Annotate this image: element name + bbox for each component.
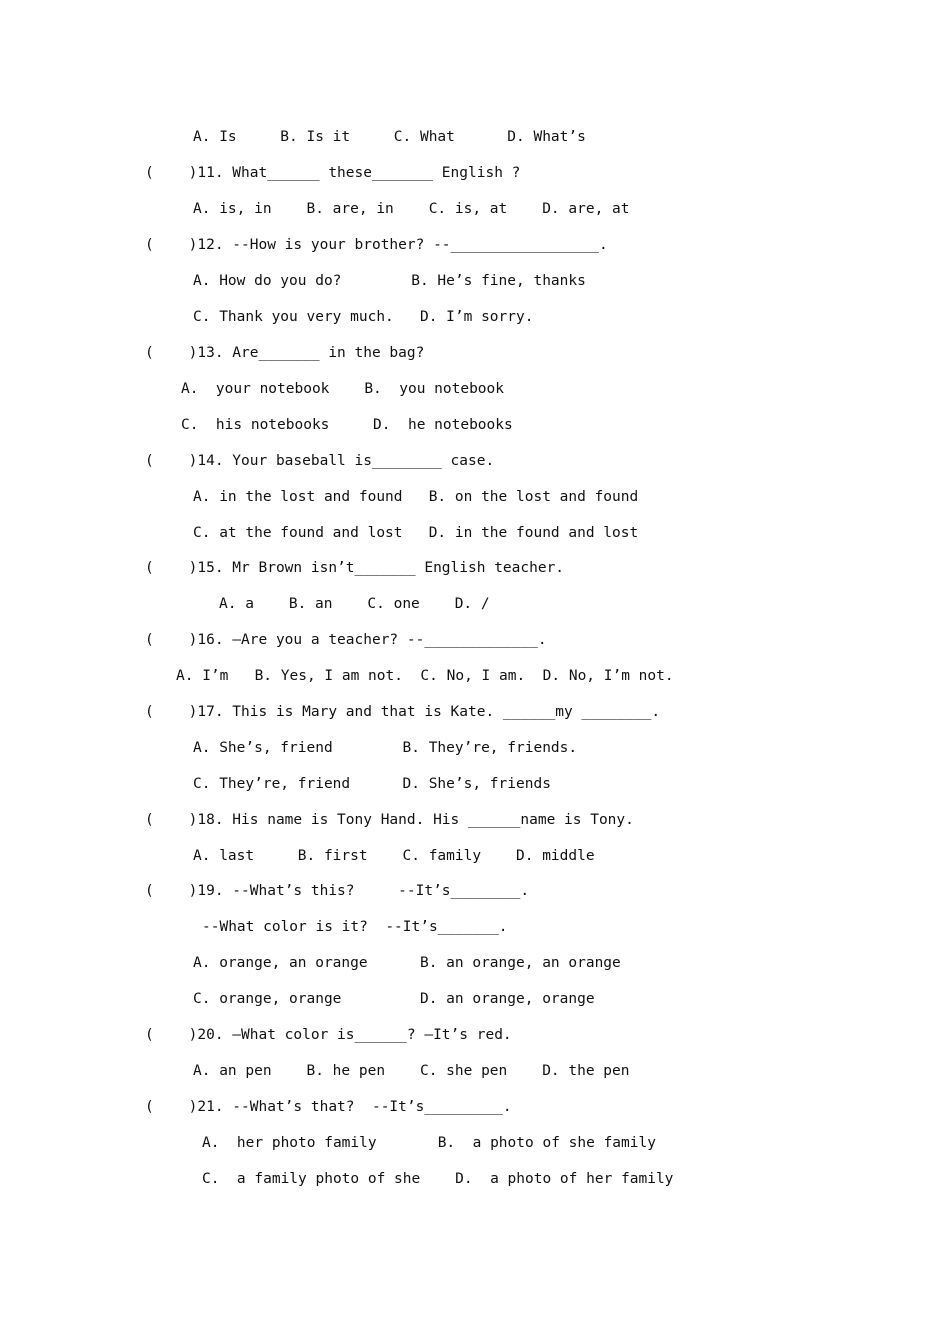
q14-options-ab: A. in the lost and found B. on the lost and found — [193, 489, 639, 505]
q17-options-cd: C. They’re, friend D. She’s, friends — [193, 776, 551, 792]
q19-options-cd: C. orange, orange D. an orange, orange — [193, 991, 595, 1007]
question-19-part-2: --What color is it? --It’s_______. — [202, 919, 508, 935]
q21-options-cd: C. a family photo of she D. a photo of her family — [202, 1171, 674, 1187]
question-19: ( )19. --What’s this? --It’s________. — [145, 883, 530, 899]
question-21: ( )21. --What’s that? --It’s_________. — [145, 1099, 512, 1115]
q12-options-ab: A. How do you do? B. He’s fine, thanks — [193, 273, 586, 289]
q14-options-cd: C. at the found and lost D. in the found and lost — [193, 525, 639, 541]
question-15: ( )15. Mr Brown isn’t_______ English teacher. — [145, 560, 565, 576]
question-16: ( )16. –Are you a teacher? --_____________. — [145, 632, 547, 648]
q11-options: A. is, in B. are, in C. is, at D. are, at — [193, 201, 630, 217]
question-11: ( )11. What______ these_______ English ? — [145, 165, 521, 181]
q16-options: A. I’m B. Yes, I am not. C. No, I am. D. No, I’m not. — [176, 668, 674, 684]
q13-options-cd: C. his notebooks D. he notebooks — [181, 417, 513, 433]
q19-options-ab: A. orange, an orange B. an orange, an orange — [193, 955, 621, 971]
q20-options: A. an pen B. he pen C. she pen D. the pen — [193, 1063, 630, 1079]
q18-options: A. last B. first C. family D. middle — [193, 848, 595, 864]
question-14: ( )14. Your baseball is________ case. — [145, 453, 495, 469]
question-20: ( )20. –What color is______? –It’s red. — [145, 1027, 512, 1043]
question-18: ( )18. His name is Tony Hand. His ______name is Tony. — [145, 812, 634, 828]
q13-options-ab: A. your notebook B. you notebook — [181, 381, 505, 397]
question-12: ( )12. --How is your brother? --_________________. — [145, 237, 608, 253]
q10-options: A. Is B. Is it C. What D. What’s — [193, 129, 586, 145]
question-17: ( )17. This is Mary and that is Kate. ______my ________. — [145, 704, 661, 720]
q17-options-ab: A. She’s, friend B. They’re, friends. — [193, 740, 578, 756]
question-13: ( )13. Are_______ in the bag? — [145, 345, 425, 361]
q12-options-cd: C. Thank you very much. D. I’m sorry. — [193, 309, 534, 325]
q21-options-ab: A. her photo family B. a photo of she family — [202, 1135, 656, 1151]
q15-options: A. a B. an C. one D. / — [219, 596, 490, 612]
